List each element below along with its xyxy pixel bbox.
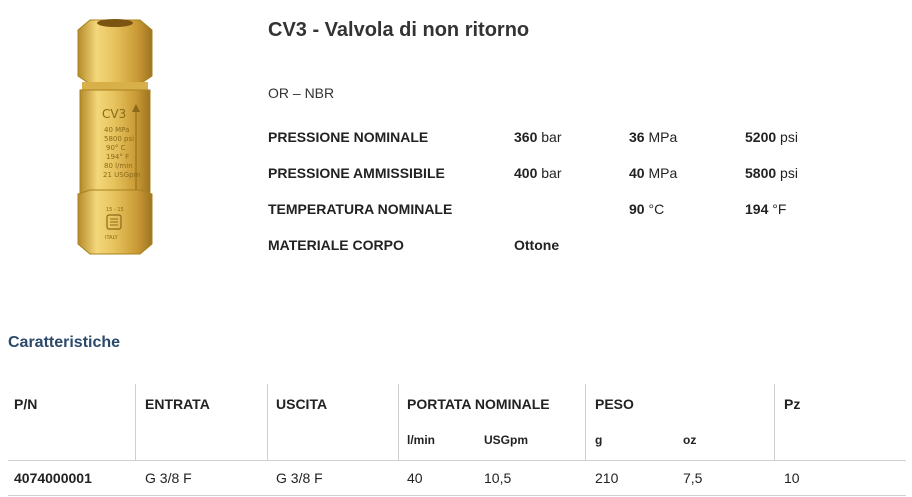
valve-engraving-line: 40 MPa: [104, 126, 130, 134]
product-image: [70, 18, 160, 258]
product-title: CV3 - Valvola di non ritorno: [268, 19, 530, 41]
valve-engraving-origin: ITALY: [105, 235, 118, 241]
col-header-pn: P/N: [14, 396, 38, 412]
section-title: Caratteristiche: [8, 334, 121, 351]
valve-engraving-line: 21 USGpm: [103, 171, 141, 179]
table-divider: [398, 384, 399, 460]
col-header-peso: PESO: [595, 396, 634, 412]
spec-value-mpa: 36 MPa: [629, 129, 678, 145]
spec-value-bar: 360 bar: [514, 129, 562, 145]
valve-engraving-code: 15 - 15: [106, 207, 124, 213]
valve-engraving-line: 90° C: [106, 144, 126, 152]
subheader-lmin: l/min: [407, 433, 436, 447]
spec-value-psi: 5800 psi: [745, 165, 798, 181]
spec-label: PRESSIONE AMMISSIBILE: [268, 165, 445, 181]
valve-engraving-line: 194° F: [106, 153, 130, 161]
spec-label: PRESSIONE NOMINALE: [268, 129, 429, 145]
spec-value-mpa: 40 MPa: [629, 165, 678, 181]
cell-oz: 7,5: [683, 470, 703, 486]
spec-label: MATERIALE CORPO: [268, 237, 404, 253]
col-header-entrata: ENTRATA: [145, 396, 210, 412]
spec-value-material: Ottone: [514, 237, 560, 253]
spec-label: TEMPERATURA NOMINALE: [268, 201, 453, 217]
subheader-usgpm: USGpm: [484, 433, 529, 447]
table-divider: [267, 384, 268, 460]
product-subtitle: OR – NBR: [268, 85, 335, 101]
cell-usgpm: 10,5: [484, 470, 512, 486]
table-divider: [135, 384, 136, 460]
col-header-portata: PORTATA NOMINALE: [407, 396, 550, 412]
table-divider: [8, 495, 906, 496]
valve-model-engraving: CV3: [102, 107, 127, 121]
cell-pz: 10: [784, 470, 800, 486]
valve-illustration: [70, 18, 160, 258]
cell-pn: 4074000001: [14, 470, 92, 486]
subheader-oz: oz: [683, 433, 697, 447]
table-divider: [8, 460, 906, 461]
valve-engraving-line: 80 l/min: [104, 162, 133, 170]
cell-g: 210: [595, 470, 619, 486]
spec-value-bar: 400 bar: [514, 165, 562, 181]
spec-value-fahrenheit: 194 °F: [745, 201, 787, 217]
cell-uscita: G 3/8 F: [276, 470, 323, 486]
subheader-g: g: [595, 433, 603, 447]
characteristics-table: [8, 384, 906, 496]
valve-engraving-line: 5800 psi: [104, 135, 135, 143]
spec-value-celsius: 90 °C: [629, 201, 665, 217]
col-header-uscita: USCITA: [276, 396, 328, 412]
spec-value-psi: 5200 psi: [745, 129, 798, 145]
table-divider: [774, 384, 775, 460]
col-header-pz: Pz: [784, 396, 801, 412]
cell-entrata: G 3/8 F: [145, 470, 192, 486]
table-divider: [585, 384, 586, 460]
cell-lmin: 40: [407, 470, 423, 486]
